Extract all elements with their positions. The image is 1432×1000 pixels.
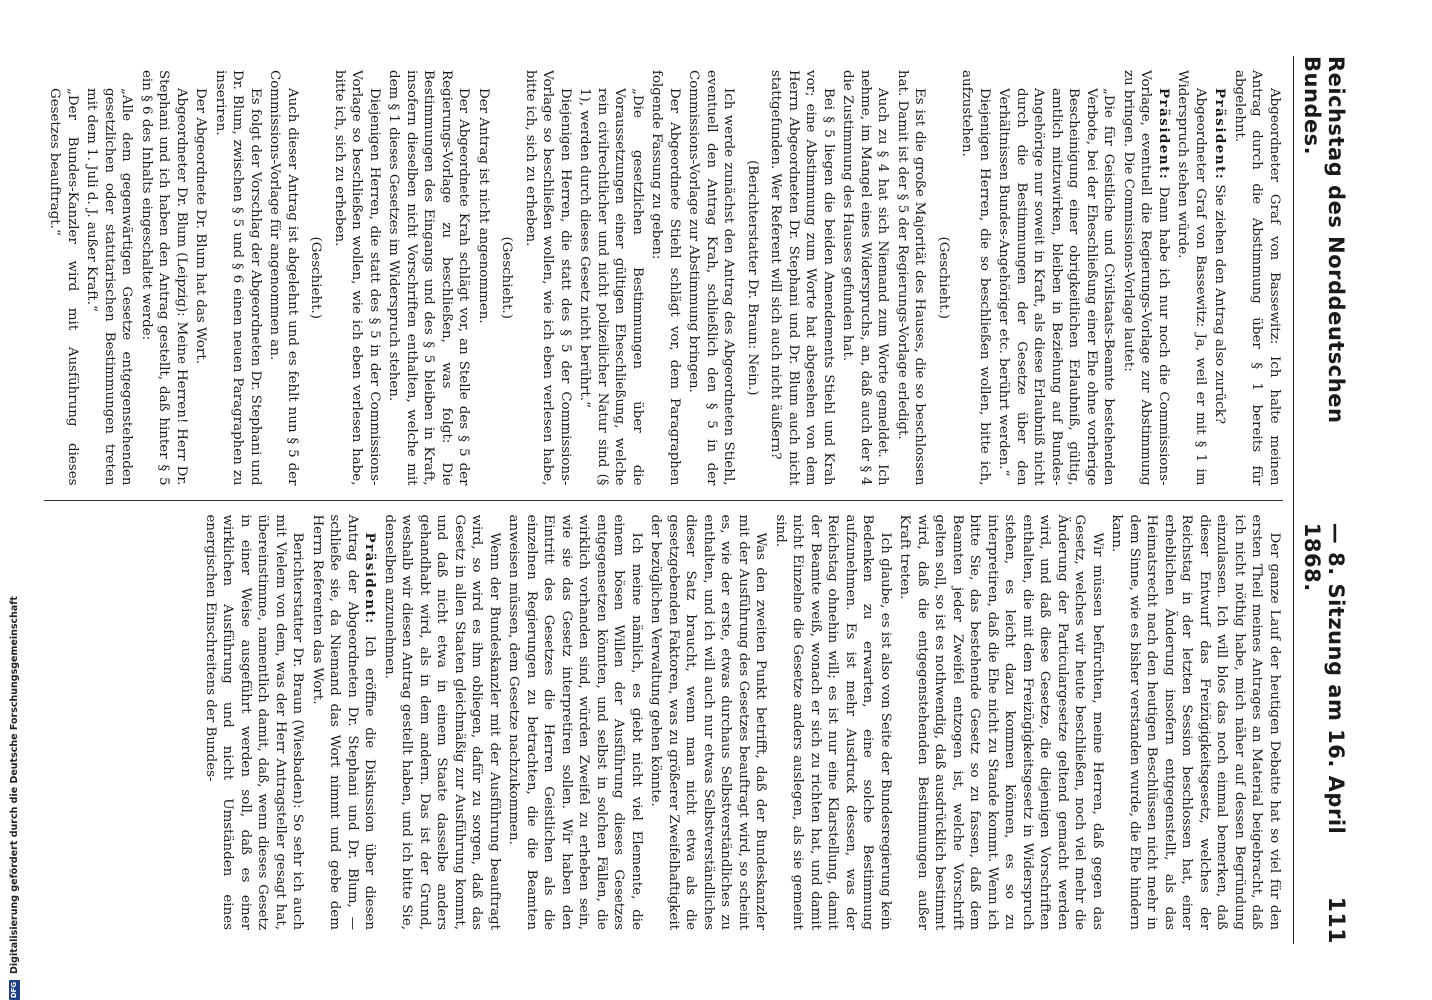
paragraph-text: Ich meine nämlich, es giebt nicht viel Elemente, die einem bösen Willen der Ausführung dieses Gesetzes entgegensetzen könnten, und selbst in solchen Fällen, die wirklich vorhanden sind, würden Zweifel zu erheben sein, wie sie das Gesetz interpretiren sollen. Wir haben den Eintritt des Gesetzes die Herren Geistlichen als die einzelnen Regierungen zu betrachten, die die Beamten anweisen müssen, dem Gesetze nachzukommen. bbox=[506, 514, 644, 930]
paragraph bbox=[1120, 70, 1173, 486]
paragraph bbox=[309, 515, 379, 931]
paragraph-text: Der Abgeordnete Krah schlägt vor, an Stelle des § 5 der Regierungs-Vorlage zu beschließen, was folgt: Die Bestimmungen des Eingangs und des § 5 bleiben in Kraft, insofern dieselben nicht Vorschriften enthalten, welche mit dem § 1 dieses Gesetzes im Widerspruch stehen. bbox=[386, 70, 472, 486]
paragraph-text: Abgeordneter Graf von Bassewitz: Ich halte meinen Antrag durch die Abstimmung über § 1 bereits für abgelehnt. bbox=[1232, 70, 1282, 486]
paragraph-text: Der ganze Lauf der heutigen Debatte hat so viel für den ersten Theil meines Antrages an Material beigebracht, daß ich nicht nöthig habe, mich näher auf dessen Begründung einzulassen. Ich will blos das noch einmal bemerken, daß dieser Entwurf das Freizügigkeitsgesetz, welches der Reichstag in der letzten Session beschlossen hat, einer erheblichen Änderung insofern entgegenstellt, als das Heimatsrecht nach den heutigen Beschlüssen nicht mehr in dem Sinne, wie es bisher verstanden wurde, die Ehe hindern kann. bbox=[1109, 514, 1282, 930]
paragraph-text: Dann habe ich nur noch die Commissions-Vorlage, eventuell die Regierungs-Vorlage zur Abstimmung zu bringen. Die Commissions-Vorlage lautet: bbox=[1121, 70, 1171, 486]
text-columns bbox=[44, 56, 1283, 944]
paragraph-text: „Die gesetzlichen Bestimmungen über die Voraussetzungen einer gültigen Eheschließung, welche rein civilrechtlicher und nicht polizeilicher Natur sind (§ 1), werden durch dieses Gesetz nicht berührt.“ bbox=[577, 88, 645, 486]
paragraph-text: Bei § 5 liegen die beiden Amendements Stiehl und Krah vor; eine Abstimmung zum Worte hat abgesehen von dem Herrn Abgeordneten Dr. Stephani und Dr. Blum auch nicht stattgefunden. Wer Referent will sich auch nicht äußern? bbox=[768, 70, 836, 486]
page-number: 111 bbox=[1323, 896, 1348, 944]
paragraph-text: Abgeordneter Graf von Bassewitz: Ja, weil er mit § 1 im Widerspruch stehen würde. bbox=[1175, 70, 1208, 486]
paragraph-text: Was den zweiten Punkt betrifft, daß der Bundeskanzler mit der Ausführung des Gesetzes beauftragt wird, so scheint es, wie der erste, etwas durchaus Selbstverständliches zu enthalten, und ich will auch nur etwas Selbstverständliches dieser Satz braucht, wenn man nicht etwa als die gesetzgebenden Faktoren, was zu größerer Zweifelhaftigkeit der bezüglichen Verwaltung gehen könnte. bbox=[648, 514, 769, 930]
paragraph-text: Es ist die große Majorität des Hauses, die so beschlossen hat. Damit ist der § 5 der Regierungs-Vorlage erledigt. bbox=[895, 70, 928, 486]
paragraph bbox=[192, 70, 210, 486]
paragraph-text: Ich eröffne die Diskussion über diesen Antrag der Abgeordneten Dr. Stephani und Dr. Blum, — schließe sie, da Niemand das Wort nimmt und gebe dem Herrn Referenten das Wort. bbox=[310, 514, 378, 930]
paragraph bbox=[385, 70, 473, 486]
dfg-logo: DFG bbox=[10, 981, 18, 999]
paragraph-text: (Geschieht.) bbox=[936, 236, 951, 320]
paragraph bbox=[212, 70, 265, 486]
stage-direction bbox=[307, 70, 325, 486]
paragraph-text: Wenn der Bundeskanzler mit der Ausführung beauftragt wird, so wird es ihm obliegen, dafür zu sorgen, daß das Gesetz in allen Staaten gleichmäßig zur Ausführung kommt, und daß nicht etwa in einem Staate dasselbe anders gehandhabt wird, als in dem andern. Das ist der Grund, weshalb wir diesen Antrag gestellt haben, und ich bitte Sie, denselben anzunehmen. bbox=[382, 514, 502, 930]
quoted-text bbox=[576, 70, 646, 486]
paragraph-text: Wir müssen befürchten, meine Herren, daß gegen das Gesetz, welches wir heute beschließen, noch viel mehr die Änderung der Particulargesetze geltend gemacht werden wird, und daß diese Gesetze, die diejenigen Vorschriften enthalten, die mit dem Freizügigkeitsgesetz in Widerspruch stehen, es leicht dazu kommen können, es so zu interpretiren, daß die Ehe nicht zu Stande kommt. Wenn ich bitte Sie, das bestehende Gesetz so zu fassen, daß dem Beamten jeder Zweifel entzogen ist, welche Vorschrift gelten soll, so ist es nothwendig, daß ausdrücklich bestimmt wird, daß die entgegenstehenden Bestimmungen außer Kraft treten. bbox=[897, 514, 1105, 930]
paragraph bbox=[475, 70, 493, 486]
paragraph-text: Diejenigen Herren, die statt des § 5 der Commissions-Vorlage so beschließen wollen, wie ich eben verlesen habe, bitte ich, sich zu erheben. bbox=[523, 70, 573, 486]
paragraph-text: Berichterstatter Dr. Braun (Wiesbaden): So sehr ich auch mit Vielem von dem, was der Herr Antragsteller gesagt hat, übereinstimme, namentlich damit, daß, wenn dieses Gesetz in einer Weise ausgeführt werden soll, daß es einer wirklichen Ausführung und nicht Umständen eines energischen Einschreitens der Bundes- bbox=[203, 514, 306, 930]
paragraph bbox=[266, 70, 301, 486]
speaker-label: Präsident: bbox=[362, 532, 379, 625]
paragraph bbox=[381, 515, 504, 931]
paragraph-text: Diejenigen Herren, die so beschließen wollen, bitte ich, aufzustehen. bbox=[959, 70, 992, 486]
paragraph-text: Der Abgeordnete Dr. Blum hat das Wort. bbox=[193, 88, 209, 364]
paragraph bbox=[1108, 515, 1283, 931]
paragraph bbox=[767, 70, 837, 486]
paragraph-text: Auch zu § 4 hat sich Niemand zum Worte gemeldet. Ich nehme, im Mangel eines Widerspruchs, an, daß auch der § 4 die Zustimmung des Hauses gefunden hat. bbox=[840, 70, 891, 486]
paragraph bbox=[839, 70, 892, 486]
paragraph bbox=[772, 515, 895, 931]
paragraph-text: „Der Bundes-Kanzler wird mit Ausführung dieses Gesetzes beauftragt.“ bbox=[47, 88, 80, 486]
stage-direction bbox=[498, 70, 516, 486]
paragraph-text: Ich glaube, es ist also von Seite der Bundesregierung kein Bedenken zu erwarten, eine solche Bestimmung aufzunehmen. Es ist mehr Ausdruck dessen, was der Reichstag ohnehin will; es ist nur eine Klarstellung, damit der Beamte weiß, wonach er sich zu richten hat, und damit nicht Einzelne die Gesetze anders auslegen, als sie gemeint sind. bbox=[773, 514, 893, 930]
paragraph-text: (Geschieht.) bbox=[308, 236, 324, 320]
paragraph bbox=[1174, 70, 1209, 486]
paragraph-text: Es folgt der Vorschlag der Abgeordneten Dr. Stephani und Dr. Blum, zwischen § 5 und § 6 einen neuen Paragraphen zu inseriren. bbox=[213, 70, 263, 486]
page-header bbox=[1293, 56, 1348, 944]
paragraph bbox=[202, 515, 307, 931]
footer-text: Digitalisierung gefördert durch die Deutsche Forschungsgemeinschaft bbox=[8, 596, 20, 974]
paragraph-text: (Geschieht.) bbox=[499, 236, 515, 320]
quoted-text bbox=[83, 70, 136, 486]
paragraph bbox=[1211, 70, 1229, 486]
paragraph bbox=[894, 70, 929, 486]
stage-direction bbox=[744, 70, 762, 486]
paragraph bbox=[958, 70, 993, 486]
paragraph bbox=[1231, 70, 1284, 486]
paragraph-text: Der Antrag ist nicht angenommen. bbox=[476, 88, 491, 324]
speaker-label: Präsident: bbox=[1156, 88, 1172, 181]
paragraph-text: Ich werde zunächst den Antrag des Abgeordneten Stiehl, eventuell den Antrag Krah, schließlich den § 5 in der Commissions-Vorlage zur Abstimmung bringen. bbox=[686, 70, 737, 486]
left-column bbox=[44, 56, 1283, 500]
paragraph-text: (Berichterstatter Dr. Braun: Nein.) bbox=[745, 159, 760, 396]
quoted-text bbox=[995, 70, 1118, 486]
paragraph-text: Sie ziehen den Antrag also zurück? bbox=[1212, 184, 1228, 425]
right-column bbox=[44, 500, 1283, 945]
paragraph bbox=[522, 70, 575, 486]
paragraph-text: Auch dieser Antrag ist abgelehnt und es fehlt nun § 5 der Commissions-Vorlage für angenommen an. bbox=[267, 70, 300, 486]
paragraph-text: „Alle dem gegenwärtigen Gesetze entgegenstehenden gesetzlichen oder statutarischen Bestimmungen treten mit dem 1. Juli d. J. außer Kraft.“ bbox=[84, 88, 135, 486]
paragraph-text: Abgeordneter Dr. Blum (Leipzig): Meine Herren! Herr Dr. Stephani und ich haben den Antrag gestellt, daß hinter § 5 ein § 6 des Inhalts eingeschaltet werde: bbox=[139, 70, 189, 486]
paragraph-text: „Die für Geistliche und Civilstaats-Beamte bestehenden Verbote, bei der Eheschließung einer Ehe ohne vorherige Bescheinigung einer obrigkeitlichen Erlaubniß, gültig, amtlich mitzuwirken, bleiben in Beziehung auf Bundes-Angehörige nur soweit in Kraft, als diese Erlaubniß nicht durch die Bestimmungen der Gesetze über den Verhältnissen Bundes-Angehöriger etc. berührt werden.“ bbox=[996, 88, 1117, 486]
paragraph-text: Diejenigen Herren, die statt des § 5 in der Commissions-Vorlage so beschließen wollen, wie ich eben verlesen habe, bitte ich, sich zu erheben. bbox=[332, 70, 382, 486]
paragraph bbox=[505, 515, 645, 931]
stage-direction bbox=[935, 70, 953, 486]
paragraph bbox=[647, 515, 770, 931]
running-title: Reichstag des Norddeutschen Bundes. bbox=[1300, 56, 1348, 424]
paragraph bbox=[331, 70, 384, 486]
paragraph bbox=[896, 515, 1106, 931]
digitization-footer bbox=[4, 0, 24, 1000]
speaker-label: Präsident: bbox=[1212, 88, 1229, 181]
document-page bbox=[47, 30, 1366, 970]
session-info: — 8. Sitzung am 16. April 1868. bbox=[1300, 522, 1348, 835]
paragraph bbox=[138, 70, 191, 486]
quoted-text bbox=[46, 70, 81, 486]
paragraph bbox=[648, 70, 683, 486]
paragraph-text: Der Abgeordnete Stiehl schlägt vor, dem Paragraphen folgende Fassung zu geben: bbox=[649, 70, 682, 486]
paragraph bbox=[685, 70, 738, 486]
